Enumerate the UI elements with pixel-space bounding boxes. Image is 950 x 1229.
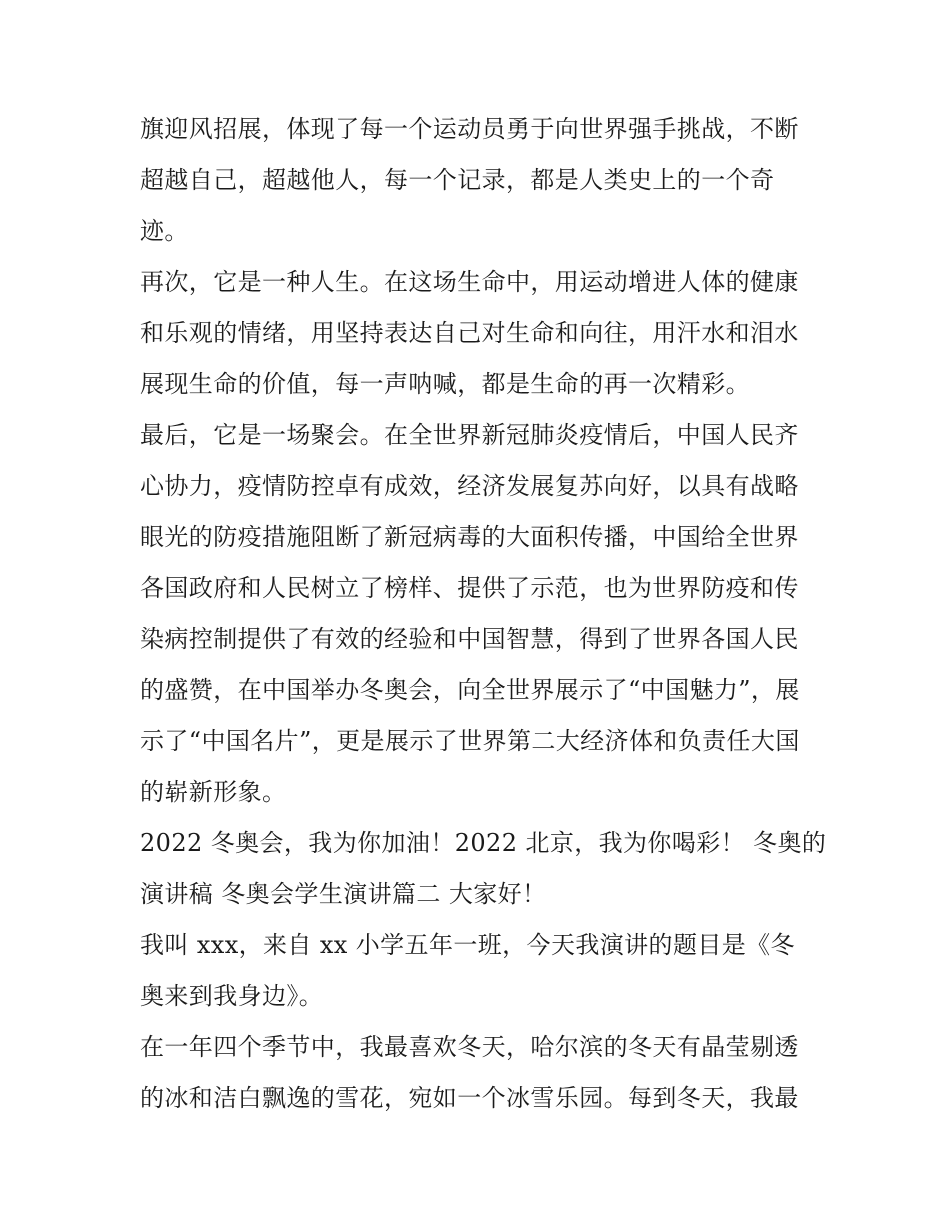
text-line: 2022 冬奥会，我为你加油！2022 北京，我为你喝彩！ 冬奥的 <box>140 829 827 857</box>
text-line: 最后，它是一场聚会。在全世界新冠肺炎疫情后，中国人民齐 <box>140 421 799 449</box>
text-line: 超越自己，超越他人，每一个记录，都是人类史上的一个奇 <box>140 166 775 194</box>
text-line: 在一年四个季节中，我最喜欢冬天，哈尔滨的冬天有晶莹剔透 <box>140 1033 799 1061</box>
text-line: 奥来到我身边》。 <box>140 982 324 1010</box>
text-line: 和乐观的情绪，用坚持表达自己对生命和向往，用汗水和泪水 <box>140 319 799 347</box>
text-line: 的冰和洁白飘逸的雪花，宛如一个冰雪乐园。每到冬天，我最 <box>140 1084 799 1112</box>
text-line: 示了“中国名片”，更是展示了世界第二大经济体和负责任大国 <box>140 727 800 755</box>
text-line: 的盛赞，在中国举办冬奥会，向全世界展示了“中国魅力”，展 <box>140 676 800 704</box>
text-line: 心协力，疫情防控卓有成效，经济发展复苏向好，以具有战略 <box>140 472 799 500</box>
text-line: 旗迎风招展，体现了每一个运动员勇于向世界强手挑战，不断 <box>140 115 799 143</box>
text-line: 再次，它是一种人生。在这场生命中，用运动增进人体的健康 <box>140 268 799 296</box>
text-line: 我叫 xxx，来自 xx 小学五年一班，今天我演讲的题目是《冬 <box>140 931 795 959</box>
document-body <box>140 104 827 1124</box>
text-line: 展现生命的价值，每一声呐喊，都是生命的再一次精彩。 <box>140 370 750 398</box>
text-line: 的崭新形象。 <box>140 778 287 806</box>
text-line: 各国政府和人民树立了榜样、提供了示范，也为世界防疫和传 <box>140 574 799 602</box>
text-line: 染病控制提供了有效的经验和中国智慧，得到了世界各国人民 <box>140 625 799 653</box>
text-line: 演讲稿 冬奥会学生演讲篇二 大家好！ <box>140 880 547 908</box>
text-line: 眼光的防疫措施阻断了新冠病毒的大面积传播，中国给全世界 <box>140 523 799 551</box>
text-line: 迹。 <box>140 217 189 245</box>
